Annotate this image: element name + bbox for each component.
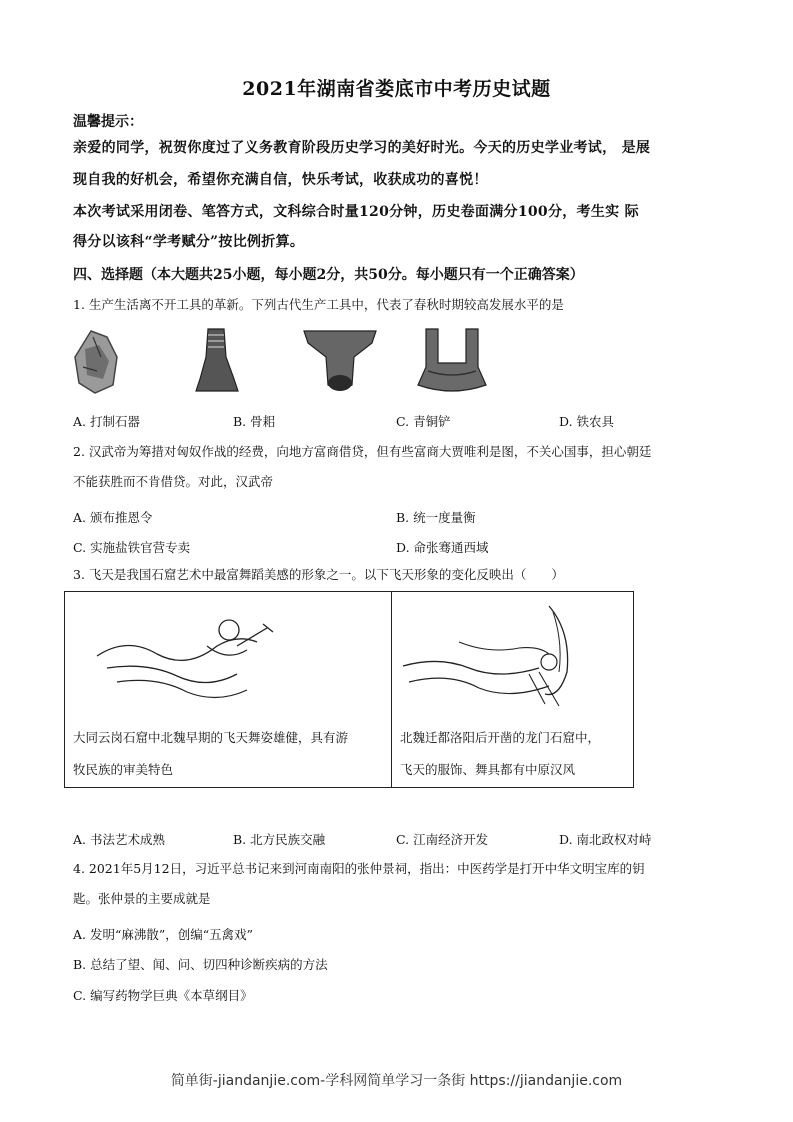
stone-tool-image bbox=[73, 327, 121, 395]
tips-line-4: 得分以该科“学考赋分”按比例折算。 bbox=[73, 234, 305, 250]
tips-line-2: 现自我的好机会，希望你充满自信，快乐考试，收获成功的喜悦！ bbox=[73, 172, 488, 188]
q1-option-c: C. 青铜铲 bbox=[396, 414, 451, 429]
q2-option-c: C. 实施盐铁官营专卖 bbox=[73, 540, 191, 555]
q4-option-b: B. 总结了望、闻、问、切四种诊断疾病的方法 bbox=[73, 957, 328, 972]
q1-option-d: D. 铁农具 bbox=[559, 414, 615, 429]
question-4-stem-line-2: 匙。张仲景的主要成就是 bbox=[73, 891, 211, 906]
q1-option-b: B. 骨耜 bbox=[233, 414, 276, 429]
page-title: 2021年湖南省娄底市中考历史试题 bbox=[242, 78, 551, 100]
q1-option-a: A. 打制石器 bbox=[73, 414, 140, 429]
q4-option-c: C. 编写药物学巨典《本草纲目》 bbox=[73, 988, 253, 1003]
yungang-caption-line-2: 牧民族的审美特色 bbox=[73, 762, 174, 777]
question-2-stem-line-2: 不能获胜而不肯借贷。对此，汉武帝 bbox=[73, 474, 274, 489]
flying-apsaras-table bbox=[64, 591, 634, 788]
q4-option-a: A. 发明“麻沸散”，创编“五禽戏” bbox=[73, 927, 254, 942]
longmen-caption-line-2: 飞天的服饰、舞具都有中原汉风 bbox=[400, 762, 576, 777]
bone-spade-image bbox=[188, 327, 244, 395]
q2-option-d: D. 命张骞通西域 bbox=[396, 540, 489, 555]
bronze-shovel-image bbox=[302, 327, 378, 395]
section-title: 四、选择题（本大题共25小题，每小题2分，共50分。每小题只有一个正确答案） bbox=[73, 267, 584, 283]
tips-line-1: 亲爱的同学，祝贺你度过了义务教育阶段历史学习的美好时光。今天的历史学业考试， 是展 bbox=[73, 140, 651, 156]
question-1-stem: 1. 生产生活离不开工具的革新。下列古代生产工具中，代表了春秋时期较高发展水平的是 bbox=[73, 297, 564, 312]
q3-option-d: D. 南北政权对峙 bbox=[559, 832, 652, 847]
q3-option-c: C. 江南经济开发 bbox=[396, 832, 489, 847]
q2-option-b: B. 统一度量衡 bbox=[396, 510, 476, 525]
question-2-stem-line-1: 2. 汉武帝为筹措对匈奴作战的经费，向地方富商借贷，但有些富商大贾唯利是图，不关心国事，担心朝廷 bbox=[73, 444, 652, 459]
longmen-apsara-image bbox=[399, 602, 589, 720]
tips-line-3: 本次考试采用闭卷、笔答方式，文科综合时量120分钟，历史卷面满分100分，考生实 际 bbox=[73, 204, 639, 220]
page-footer: 简单街-jiandanjie.com-学科网简单学习一条街 https://jiandanjie.com bbox=[170, 1073, 623, 1089]
longmen-caption-line-1: 北魏迁都洛阳后开凿的龙门石窟中， bbox=[400, 730, 601, 745]
iron-farm-tool-image bbox=[416, 327, 488, 395]
table-divider bbox=[391, 592, 392, 787]
tips-heading: 温馨提示： bbox=[73, 114, 143, 130]
yungang-apsara-image bbox=[87, 606, 277, 716]
question-4-stem-line-1: 4. 2021年5月12日，习近平总书记来到河南南阳的张仲景祠，指出：中医药学是打开中华文明宝库的钥 bbox=[73, 861, 645, 876]
question-3-stem: 3. 飞天是我国石窟艺术中最富舞蹈美感的形象之一。以下飞天形象的变化反映出（ ） bbox=[73, 567, 564, 582]
q2-option-a: A. 颁布推恩令 bbox=[73, 510, 153, 525]
yungang-caption-line-1: 大同云岗石窟中北魏早期的飞天舞姿雄健，具有游 bbox=[73, 730, 349, 745]
q3-option-b: B. 北方民族交融 bbox=[233, 832, 326, 847]
q3-option-a: A. 书法艺术成熟 bbox=[73, 832, 165, 847]
